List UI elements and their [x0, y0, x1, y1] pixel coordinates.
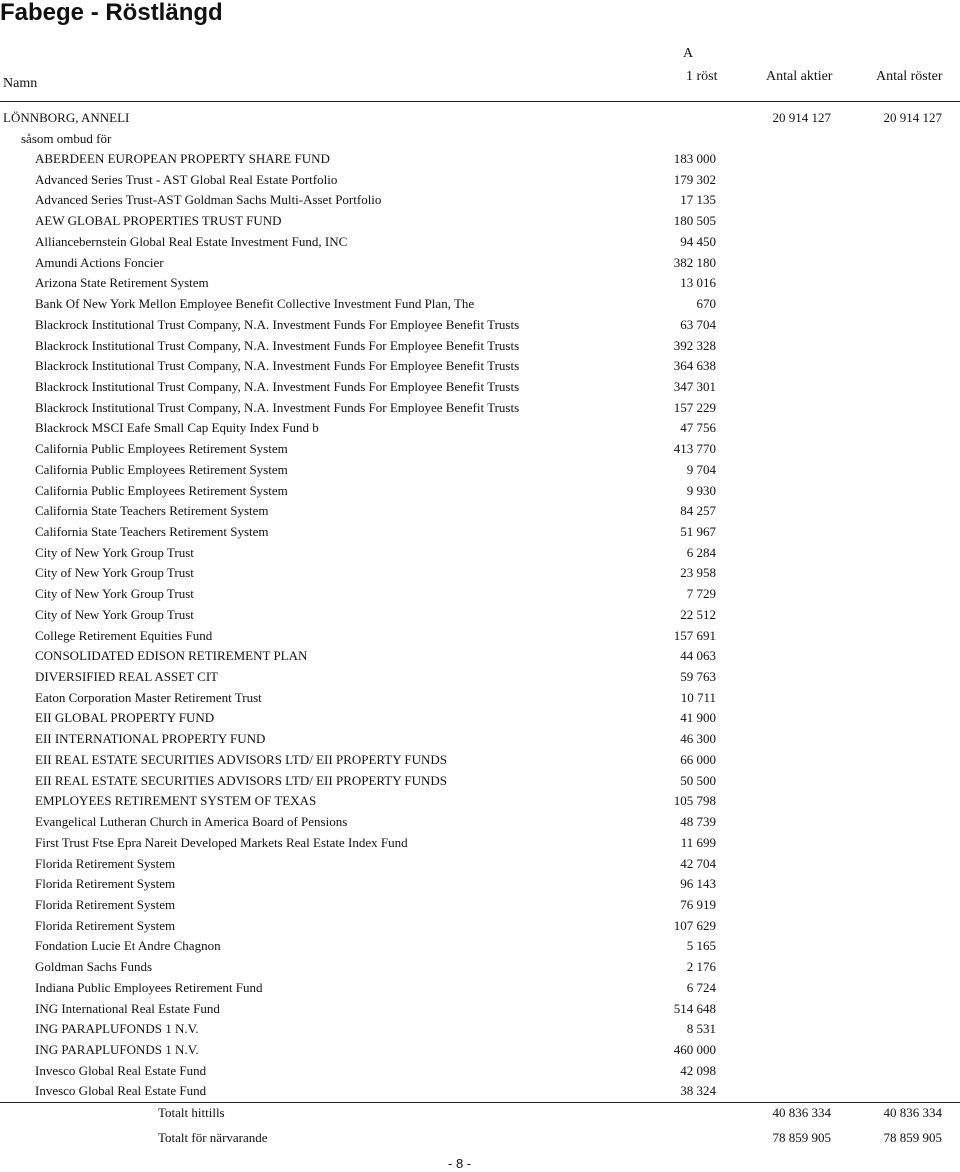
fund-name: Bank Of New York Mellon Employee Benefit Collective Investment Fund Plan, The [35, 296, 475, 311]
fund-votes: 47 756 [680, 420, 716, 436]
fund-name: Alliancebernstein Global Real Estate Investment Fund, INC [35, 233, 348, 249]
table-row [0, 294, 960, 314]
total-hittills-label: Totalt hittills [158, 1105, 225, 1120]
fund-name: Blackrock Institutional Trust Company, N.A. Investment Funds For Employee Benefit Trusts [35, 378, 520, 394]
fund-votes: 59 763 [680, 669, 716, 684]
holder-antal-roster: 20 914 127 [883, 110, 942, 125]
fund-votes: 382 180 [673, 254, 716, 270]
page-number: - 8 - [448, 1156, 472, 1171]
fund-votes: 94 450 [680, 233, 716, 249]
table-row [0, 232, 960, 252]
table-row [0, 356, 960, 376]
table-row [0, 791, 960, 811]
fund-name: Florida Retirement System [35, 896, 176, 912]
fund-name: Amundi Actions Foncier [35, 254, 164, 270]
page-title: Fabege - Röstlängd [0, 0, 223, 26]
fund-name: City of New York Group Trust [35, 544, 194, 560]
fund-name: Goldman Sachs Funds [35, 959, 152, 975]
fund-votes: 6 724 [686, 979, 716, 995]
table-row [0, 563, 960, 583]
header-divider [0, 101, 960, 102]
fund-votes: 11 699 [680, 834, 716, 850]
table-row [0, 833, 960, 853]
total-narvarande-aktier: 78 859 905 [772, 1130, 831, 1145]
fund-name: ABERDEEN EUROPEAN PROPERTY SHARE FUND [35, 151, 330, 166]
table-row [0, 253, 960, 273]
fund-name: ING PARAPLUFONDS 1 N.V. [35, 1042, 199, 1057]
table-row [0, 895, 960, 915]
fund-votes: 48 739 [680, 814, 716, 829]
column-header-a-votes: 1 röst [686, 69, 718, 84]
fund-votes: 5 165 [686, 938, 716, 954]
table-row [0, 315, 960, 335]
fund-name: Florida Retirement System [35, 876, 176, 892]
fund-name: California Public Employees Retirement System [35, 441, 288, 457]
fund-name: EII REAL ESTATE SECURITIES ADVISORS LTD/ EII PROPERTY FUNDS [35, 751, 448, 767]
fund-name: Indiana Public Employees Retirement Fund [35, 979, 263, 995]
fund-name: Invesco Global Real Estate Fund [35, 1083, 207, 1099]
table-row [0, 439, 960, 459]
fund-votes: 84 257 [680, 503, 716, 519]
table-row [0, 543, 960, 563]
fund-votes: 8 531 [686, 1021, 716, 1037]
fund-name: City of New York Group Trust [35, 565, 194, 581]
fund-name: California Public Employees Retirement System [35, 482, 288, 498]
fund-name: California State Teachers Retirement System [35, 524, 269, 539]
fund-votes: 17 135 [680, 192, 716, 208]
fund-name: Advanced Series Trust - AST Global Real Estate Portfolio [35, 171, 338, 187]
table-row [0, 1019, 960, 1039]
holder-name: LÖNNBORG, ANNELI [3, 110, 130, 125]
fund-name: EMPLOYEES RETIREMENT SYSTEM OF TEXAS [35, 793, 317, 809]
fund-votes: 180 505 [673, 213, 716, 229]
table-row [0, 750, 960, 770]
fund-votes: 44 063 [680, 648, 716, 664]
fund-name: Blackrock MSCI Eafe Small Cap Equity Index Fund b [35, 420, 319, 436]
fund-votes: 42 098 [680, 1062, 716, 1078]
table-row [0, 273, 960, 293]
fund-name: City of New York Group Trust [35, 586, 194, 602]
fund-votes: 9 704 [686, 461, 716, 477]
fund-name: California State Teachers Retirement System [35, 503, 269, 519]
table-row [0, 646, 960, 666]
fund-name: California Public Employees Retirement System [35, 461, 288, 477]
table-row [0, 584, 960, 604]
column-header-antal-aktier: Antal aktier [766, 69, 833, 84]
column-header-namn: Namn [3, 76, 38, 91]
fund-votes: 157 229 [673, 399, 716, 415]
fund-votes: 670 [696, 296, 716, 311]
fund-votes: 76 919 [680, 896, 716, 912]
fund-name: Fondation Lucie Et Andre Chagnon [35, 938, 221, 954]
table-row [0, 170, 960, 190]
table-row [0, 626, 960, 646]
table-row [0, 1081, 960, 1101]
column-header-a-class: A [683, 46, 694, 61]
fund-votes: 105 798 [673, 793, 716, 809]
table-row [0, 377, 960, 397]
fund-votes: 347 301 [673, 378, 716, 394]
totals-divider [0, 1102, 960, 1103]
fund-votes: 13 016 [680, 275, 716, 291]
fund-name: DIVERSIFIED REAL ASSET CIT [35, 669, 219, 684]
table-row [0, 999, 960, 1019]
fund-votes: 413 770 [673, 441, 716, 457]
table-row [0, 729, 960, 749]
fund-name: Blackrock Institutional Trust Company, N.A. Investment Funds For Employee Benefit Trusts [35, 316, 520, 332]
table-row [0, 688, 960, 708]
table-row [0, 211, 960, 231]
table-row [0, 190, 960, 210]
fund-votes: 46 300 [680, 731, 716, 747]
fund-name: Invesco Global Real Estate Fund [35, 1062, 207, 1078]
fund-name: ING PARAPLUFONDS 1 N.V. [35, 1021, 199, 1037]
fund-name: Eaton Corporation Master Retirement Trust [35, 689, 262, 705]
fund-votes: 10 711 [680, 689, 716, 705]
fund-votes: 63 704 [680, 316, 716, 332]
fund-name: CONSOLIDATED EDISON RETIREMENT PLAN [35, 648, 308, 664]
fund-name: Evangelical Lutheran Church in America Board of Pensions [35, 814, 348, 829]
table-row [0, 149, 960, 169]
fund-votes: 364 638 [673, 358, 716, 374]
table-row [0, 398, 960, 418]
table-row [0, 605, 960, 625]
table-row [0, 708, 960, 728]
fund-votes: 392 328 [673, 337, 716, 353]
fund-name: Arizona State Retirement System [35, 275, 209, 291]
table-row [0, 874, 960, 894]
fund-name: Advanced Series Trust-AST Goldman Sachs Multi-Asset Portfolio [35, 192, 382, 208]
fund-name: Florida Retirement System [35, 855, 176, 871]
table-row [0, 916, 960, 936]
total-hittills-roster: 40 836 334 [883, 1105, 942, 1120]
fund-votes: 179 302 [673, 171, 716, 187]
column-header-antal-roster: Antal röster [876, 69, 943, 84]
fund-votes: 23 958 [680, 565, 716, 581]
fund-votes: 42 704 [680, 855, 716, 871]
fund-votes: 107 629 [673, 917, 716, 933]
table-row [0, 667, 960, 687]
fund-name: AEW GLOBAL PROPERTIES TRUST FUND [35, 213, 282, 229]
total-hittills-aktier: 40 836 334 [772, 1105, 831, 1120]
table-row [0, 812, 960, 832]
table-row [0, 481, 960, 501]
fund-votes: 50 500 [680, 772, 716, 788]
table-row [0, 936, 960, 956]
fund-votes: 22 512 [680, 606, 716, 622]
proxy-label: såsom ombud för [21, 131, 112, 146]
fund-name: Blackrock Institutional Trust Company, N.A. Investment Funds For Employee Benefit Trusts [35, 337, 520, 353]
fund-votes: 9 930 [686, 482, 716, 498]
total-narvarande-label: Totalt för närvarande [158, 1130, 268, 1145]
fund-name: EII INTERNATIONAL PROPERTY FUND [35, 731, 266, 747]
fund-votes: 7 729 [686, 586, 716, 602]
table-row [0, 336, 960, 356]
table-row [0, 501, 960, 521]
table-row [0, 978, 960, 998]
fund-votes: 51 967 [680, 524, 716, 539]
fund-name: Blackrock Institutional Trust Company, N.A. Investment Funds For Employee Benefit Trusts [35, 399, 520, 415]
table-row [0, 771, 960, 791]
fund-name: City of New York Group Trust [35, 606, 194, 622]
fund-votes: 2 176 [686, 959, 716, 975]
table-row [0, 418, 960, 438]
table-row [0, 1040, 960, 1060]
fund-votes: 183 000 [673, 151, 716, 166]
fund-votes: 460 000 [673, 1042, 716, 1057]
total-narvarande-roster: 78 859 905 [883, 1130, 942, 1145]
table-row [0, 854, 960, 874]
fund-name: EII REAL ESTATE SECURITIES ADVISORS LTD/ EII PROPERTY FUNDS [35, 772, 448, 788]
fund-votes: 66 000 [680, 751, 716, 767]
table-row [0, 957, 960, 977]
fund-name: First Trust Ftse Epra Nareit Developed Markets Real Estate Index Fund [35, 834, 408, 850]
table-row [0, 522, 960, 542]
holder-antal-aktier: 20 914 127 [772, 110, 831, 125]
fund-votes: 96 143 [680, 876, 716, 892]
fund-name: EII GLOBAL PROPERTY FUND [35, 710, 215, 726]
fund-votes: 157 691 [673, 627, 716, 643]
fund-votes: 6 284 [686, 544, 716, 560]
fund-votes: 38 324 [680, 1083, 716, 1099]
fund-votes: 41 900 [680, 710, 716, 726]
table-row [0, 1061, 960, 1081]
fund-name: ING International Real Estate Fund [35, 1000, 220, 1016]
fund-name: Blackrock Institutional Trust Company, N.A. Investment Funds For Employee Benefit Trusts [35, 358, 520, 374]
table-row [0, 460, 960, 480]
fund-votes: 514 648 [673, 1000, 716, 1016]
fund-name: College Retirement Equities Fund [35, 627, 213, 643]
fund-name: Florida Retirement System [35, 917, 176, 933]
